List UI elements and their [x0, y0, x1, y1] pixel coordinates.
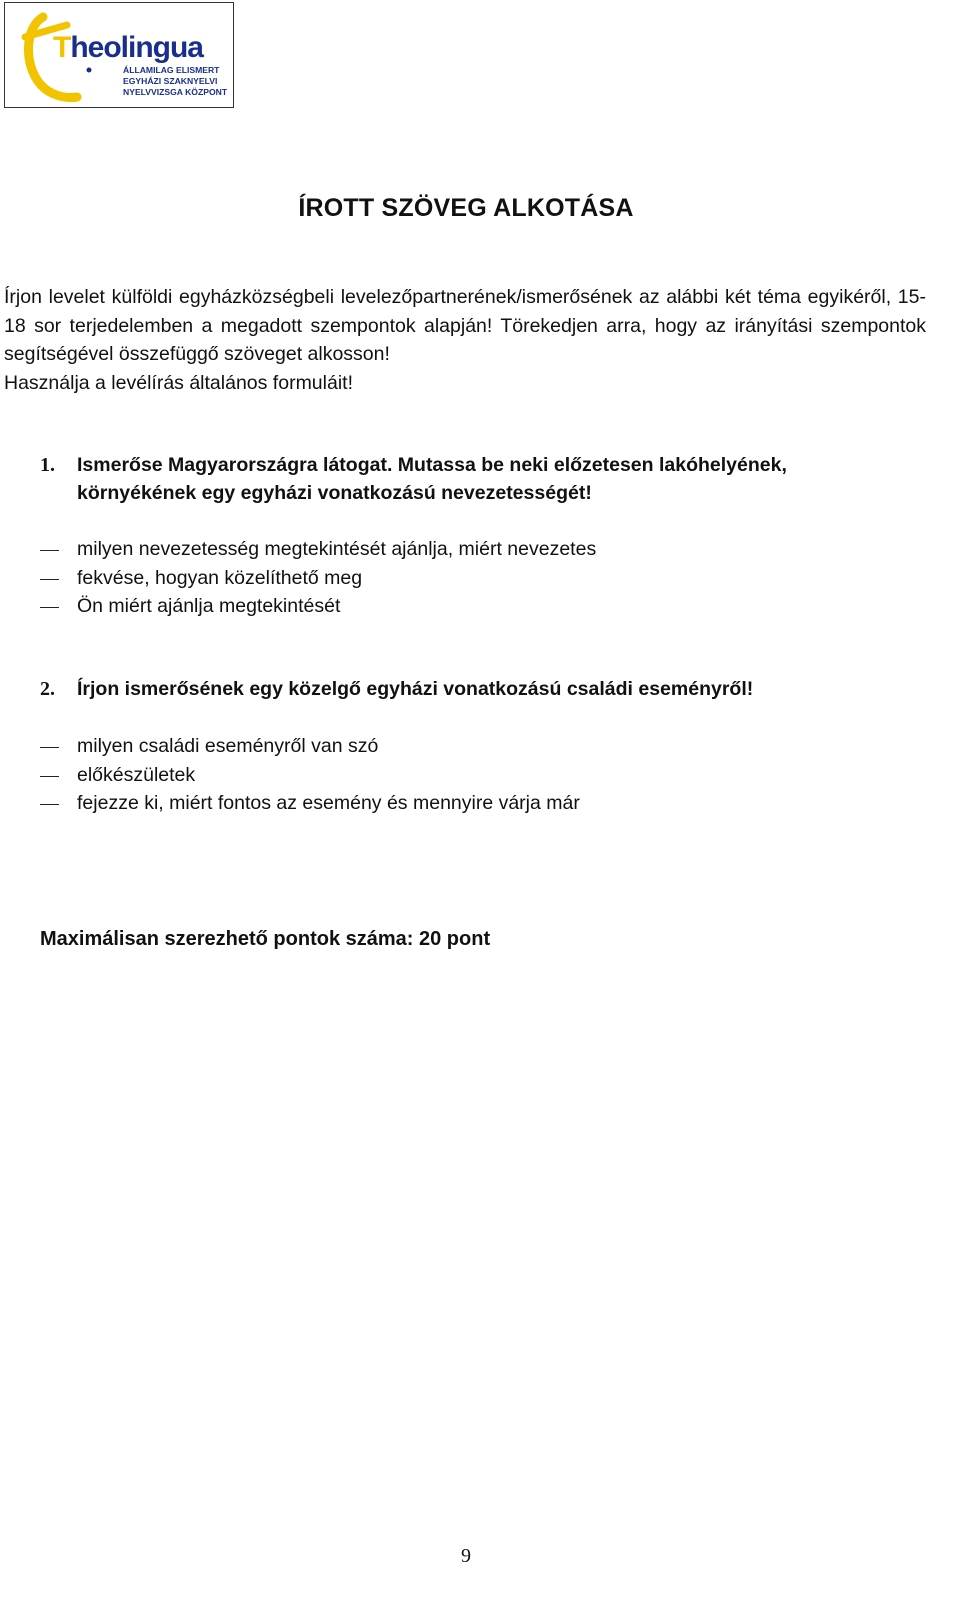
task-2-number: 2.: [40, 678, 55, 700]
dash-bullet-icon: [40, 607, 59, 608]
logo-wordmark-initial: T: [53, 31, 71, 64]
task-1-bullet-text: Ön miért ajánlja megtekintését: [77, 595, 341, 617]
logo-wordmark-rest: heolingua: [70, 31, 203, 64]
logo-dot: [87, 68, 92, 73]
task-2-heading: [40, 675, 900, 703]
logo-subtitle: ÁLLAMILAG ELISMERT EGYHÁZI SZAKNYELVI NYELVVIZSGA KÖZPONT: [123, 65, 228, 97]
task-1-text: Ismerőse Magyarországra látogat. Mutassa be neki előzetesen lakóhelyének, környékének egy egyházi vonatkozású nevezetességét!: [77, 454, 787, 504]
task-2-bullet-list: [40, 732, 920, 818]
intro-second-line: Használja a levélírás általános formuláit!: [4, 371, 354, 394]
page-number: 9: [461, 1545, 471, 1567]
task-2-bullet-text: milyen családi eseményről van szó: [77, 735, 379, 757]
task-1-heading: [40, 451, 900, 507]
intro-paragraph: Írjon levelet külföldi egyházközségbeli levelezőpartnerének/ismerősének az alábbi két téma egyikéről, 15-18 sor terjedelemben a megadott szempontok alapján! Törekedjen arra, hogy az irányítási szempontok segítségével összefüggő szöveget alkosson!: [4, 286, 926, 365]
task-1-bullet-text: fekvése, hogyan közelíthető meg: [77, 566, 363, 589]
task-1-bullet: [40, 592, 920, 621]
task-1-bullet-list: [40, 535, 920, 621]
dash-bullet-icon: [40, 550, 59, 551]
intro-instructions: [4, 283, 926, 397]
theolingua-logo: [4, 2, 234, 108]
task-2-bullet-text: előkészületek: [77, 763, 196, 786]
dash-bullet-icon: [40, 579, 59, 580]
dash-bullet-icon: [40, 804, 59, 805]
page-title: ÍROTT SZÖVEG ALKOTÁSA: [298, 194, 634, 222]
task-2-text: Írjon ismerősének egy közelgő egyházi vonatkozású családi eseményről!: [77, 678, 754, 700]
dash-bullet-icon: [40, 747, 59, 748]
task-1-bullet-text: milyen nevezetesség megtekintését ajánlja, miért nevezetes: [77, 538, 597, 560]
dash-bullet-icon: [40, 776, 59, 777]
logo-wordmark: [53, 31, 203, 65]
task-2-bullet: [40, 732, 920, 761]
task-1-bullet: [40, 535, 920, 564]
max-points: Maximálisan szerezhető pontok száma: 20 pont: [40, 928, 491, 950]
task-2-bullet-text: fejezze ki, miért fontos az esemény és mennyire várja már: [77, 792, 580, 814]
task-1-number: 1.: [40, 454, 55, 476]
task-2-bullet: [40, 789, 920, 818]
task-1-bullet: [40, 564, 920, 593]
task-2-bullet: [40, 761, 920, 790]
